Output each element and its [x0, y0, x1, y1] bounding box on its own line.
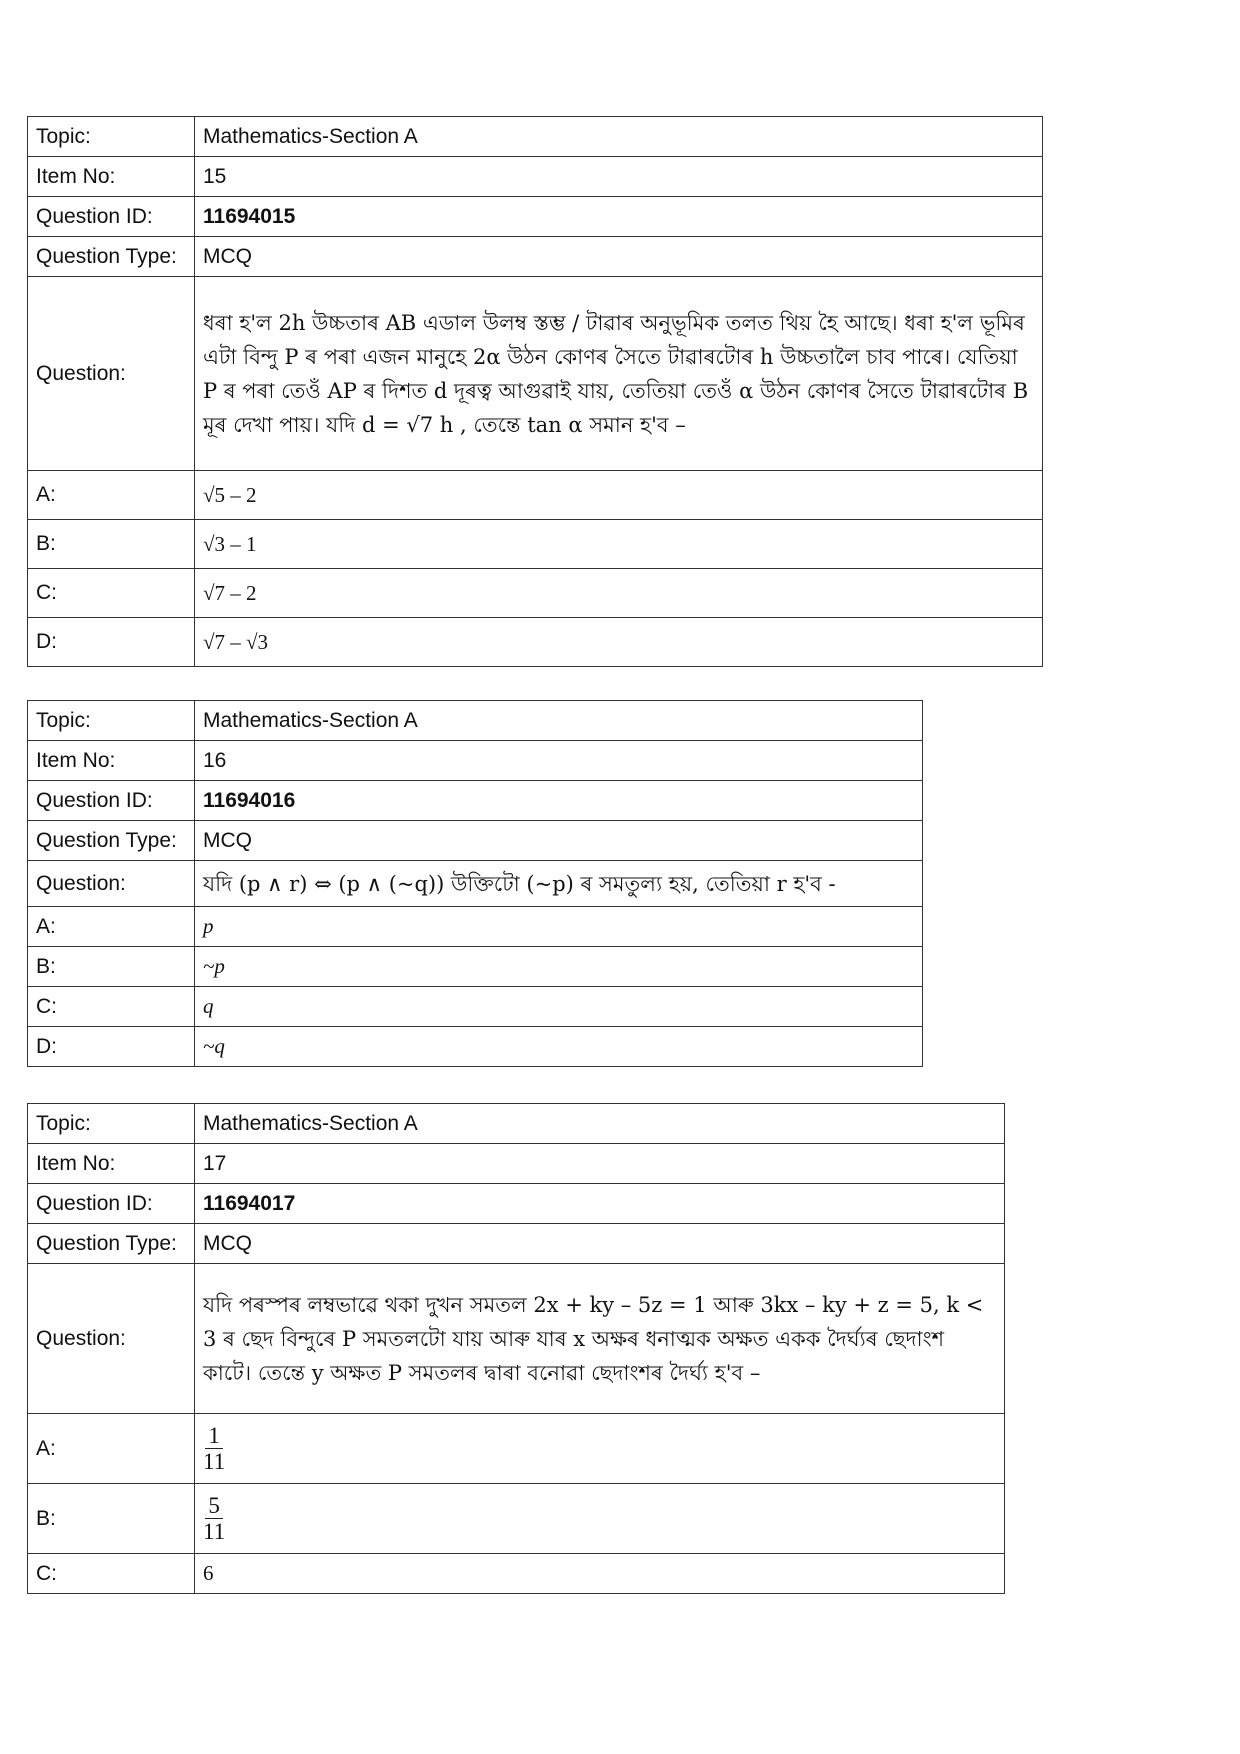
option-a-value: p: [195, 907, 923, 947]
topic-label: Topic:: [28, 1104, 195, 1144]
question-label: Question:: [28, 861, 195, 907]
question-type-value: MCQ: [195, 1224, 1005, 1264]
option-c-value: q: [195, 987, 923, 1027]
option-b-label: B:: [28, 520, 195, 569]
topic-value: Mathematics-Section A: [195, 1104, 1005, 1144]
question-id-value: 11694017: [195, 1184, 1005, 1224]
option-row-b: [28, 1484, 1005, 1554]
item-no-value: 15: [195, 157, 1043, 197]
option-c-label: C:: [28, 987, 195, 1027]
fraction: [203, 1493, 225, 1544]
question-id-value: 11694016: [195, 781, 923, 821]
topic-label: Topic:: [28, 701, 195, 741]
option-c-label: C:: [28, 1554, 195, 1594]
option-a-label: A:: [28, 471, 195, 520]
question-label: Question:: [28, 1264, 195, 1414]
table-row: [28, 1144, 1005, 1184]
question-type-label: Question Type:: [28, 821, 195, 861]
fraction-numerator: 5: [205, 1493, 223, 1519]
question-type-value: MCQ: [195, 237, 1043, 277]
question-label: Question:: [28, 277, 195, 471]
table-row: [28, 117, 1043, 157]
question-table-17: [27, 1103, 1005, 1594]
option-d-label: D:: [28, 618, 195, 667]
fraction-numerator: 1: [205, 1423, 223, 1449]
option-row-c: [28, 1554, 1005, 1594]
question-id-label: Question ID:: [28, 1184, 195, 1224]
option-d-label: D:: [28, 1027, 195, 1067]
question-id-value: 11694015: [195, 197, 1043, 237]
option-a-label: A:: [28, 907, 195, 947]
item-no-label: Item No:: [28, 741, 195, 781]
fraction-denominator: 11: [203, 1519, 226, 1544]
table-row: [28, 781, 923, 821]
option-b-label: B:: [28, 947, 195, 987]
question-text: যদি পৰস্পৰ লম্বভাৱে থকা দুখন সমতল 2x + ky – 5z = 1 আৰু 3kx – ky + z = 5, k < 3 ৰ ছেদ বিন্দুৰে P সমতলটো যায় আৰু যাৰ x অক্ষৰ ধনাত্মক অক্ষত একক দৈৰ্ঘ্যৰ ছেদাংশ কাটে। তেন্তে y অক্ষত P সমতলৰ দ্বাৰা বনোৱা ছেদাংশৰ দৈৰ্ঘ্য হ'ব –: [195, 1264, 1005, 1414]
option-row-a: [28, 1414, 1005, 1484]
topic-label: Topic:: [28, 117, 195, 157]
item-no-value: 16: [195, 741, 923, 781]
question-text: ধৰা হ'ল 2h উচ্চতাৰ AB এডাল উলম্ব স্তম্ভ / টাৱাৰ অনুভূমিক তলত থিয় হৈ আছে। ধৰা হ'ল ভূমিৰ এটা বিন্দু P ৰ পৰা এজন মানুহে 2α উঠন কোণৰ সৈতে টাৱাৰটোৰ h উচ্চতালৈ চাব পাৰে। যেতিয়া P ৰ পৰা তেওঁ AP ৰ দিশত d দূৰত্ব আগুৱাই যায়, তেতিয়া তেওঁ α উঠন কোণৰ সৈতে টাৱাৰটোৰ B মূৰ দেখা পায়। যদি d = √7 h , তেন্তে tan α সমান হ'ব –: [195, 277, 1043, 471]
table-row: [28, 701, 923, 741]
table-row: [28, 821, 923, 861]
question-type-value: MCQ: [195, 821, 923, 861]
option-b-value: ~p: [195, 947, 923, 987]
table-row: [28, 1224, 1005, 1264]
fraction: [203, 1423, 225, 1474]
option-b-label: B:: [28, 1484, 195, 1554]
option-b-value: [195, 1484, 1005, 1554]
option-row-c: [28, 987, 923, 1027]
table-row: [28, 861, 923, 907]
question-type-label: Question Type:: [28, 237, 195, 277]
option-row-a: [28, 471, 1043, 520]
table-row: [28, 197, 1043, 237]
option-row-d: [28, 618, 1043, 667]
item-no-label: Item No:: [28, 157, 195, 197]
option-row-b: [28, 947, 923, 987]
option-b-value: √3 – 1: [195, 520, 1043, 569]
option-a-value: [195, 1414, 1005, 1484]
question-type-label: Question Type:: [28, 1224, 195, 1264]
topic-value: Mathematics-Section A: [195, 117, 1043, 157]
question-id-label: Question ID:: [28, 781, 195, 821]
table-row: [28, 157, 1043, 197]
item-no-value: 17: [195, 1144, 1005, 1184]
option-a-value: √5 – 2: [195, 471, 1043, 520]
option-c-label: C:: [28, 569, 195, 618]
table-row: [28, 741, 923, 781]
topic-value: Mathematics-Section A: [195, 701, 923, 741]
fraction-denominator: 11: [203, 1449, 226, 1474]
option-row-a: [28, 907, 923, 947]
table-row: [28, 277, 1043, 471]
item-no-label: Item No:: [28, 1144, 195, 1184]
table-row: [28, 237, 1043, 277]
question-id-label: Question ID:: [28, 197, 195, 237]
table-row: [28, 1104, 1005, 1144]
question-table-16: [27, 700, 923, 1067]
table-row: [28, 1184, 1005, 1224]
option-row-c: [28, 569, 1043, 618]
option-c-value: √7 – 2: [195, 569, 1043, 618]
option-row-b: [28, 520, 1043, 569]
question-text: যদি (p ∧ r) ⇔ (p ∧ (~q)) উক্তিটো (~p) ৰ সমতুল্য হয়, তেতিয়া r হ'ব -: [195, 861, 923, 907]
option-c-value: 6: [195, 1554, 1005, 1594]
question-table-15: [27, 116, 1043, 667]
option-d-value: √7 – √3: [195, 618, 1043, 667]
option-d-value: ~q: [195, 1027, 923, 1067]
option-a-label: A:: [28, 1414, 195, 1484]
option-row-d: [28, 1027, 923, 1067]
table-row: [28, 1264, 1005, 1414]
